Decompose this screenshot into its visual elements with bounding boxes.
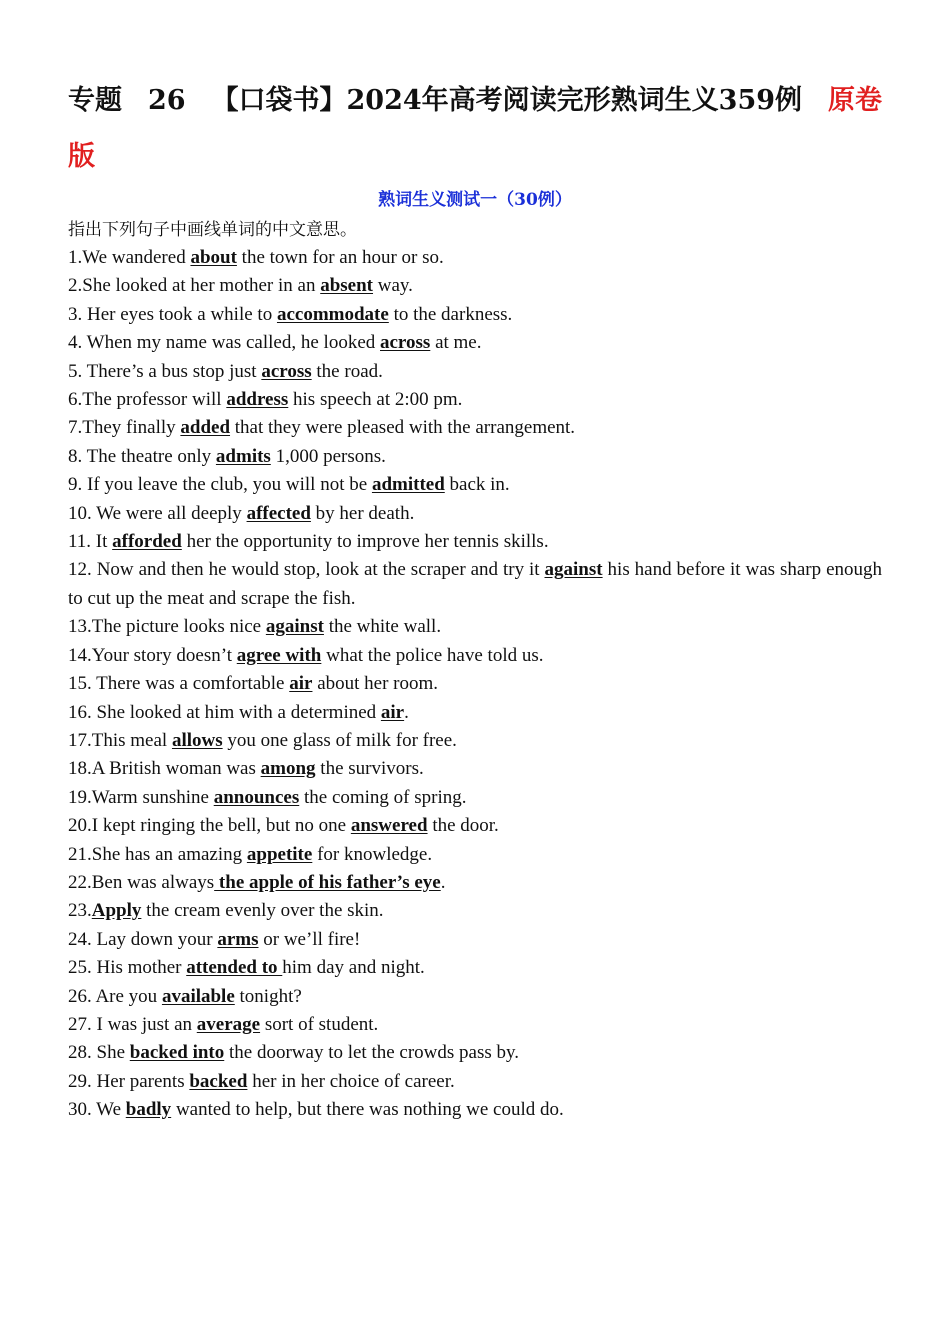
underlined-keyword: arms [217, 928, 259, 950]
underlined-keyword: added [180, 417, 231, 439]
underlined-keyword: available [161, 985, 235, 1007]
sentence-text-after: way. [373, 275, 413, 297]
underlined-keyword: air [380, 701, 405, 723]
underlined-keyword: about [190, 247, 237, 268]
sentence-text-after: sort of student. [260, 1013, 379, 1035]
sentence-text-before: 2.She looked at her mother in an [68, 275, 321, 297]
sentence-item [68, 443, 882, 471]
sentence-text-before: 9. If you leave the club, you will not be [68, 474, 372, 496]
sentence-text-after: her the opportunity to improve her tennis skills. [181, 531, 549, 553]
title-part-main: 【口袋书】2024年高考阅读完形熟词生义359例 [211, 85, 803, 116]
underlined-keyword: announces [213, 786, 300, 808]
sentence-item [68, 244, 882, 272]
sentence-item [68, 358, 882, 386]
instruction-text: 指出下列句子中画线单词的中文意思。 [68, 220, 357, 240]
sentence-text-before: 20.I kept ringing the bell, but no one [68, 815, 351, 837]
sentence-text-after: his speech at 2:00 pm. [288, 389, 463, 411]
sentence-item [68, 414, 882, 442]
sentence-text-before: 18.A British woman was [68, 758, 261, 780]
sentence-text-before: 27. I was just an [68, 1013, 197, 1035]
sentence-text-after: wanted to help, but there was nothing we could do. [171, 1099, 564, 1121]
underlined-keyword: across [261, 360, 312, 382]
underlined-keyword: address [226, 389, 289, 411]
sentence-text-before: 6.The professor will [68, 389, 227, 411]
underlined-keyword: among [260, 758, 316, 780]
sentence-text-after: the coming of spring. [299, 786, 467, 808]
sentence-text-after: the survivors. [315, 758, 424, 780]
sentence-text-after: back in. [444, 474, 510, 496]
sentence-text-before: 21.She has an amazing [68, 843, 247, 865]
sentence-text-before: 11. It [68, 531, 113, 553]
sentence-text-after: at me. [430, 332, 482, 354]
sentence-item [68, 642, 882, 670]
sentence-text-before: 26. Are you [68, 985, 162, 1007]
underlined-keyword: admits [215, 445, 271, 467]
sentence-text-after: the cream evenly over the skin. [141, 900, 384, 922]
sentence-text-after: the town for an hour or so. [236, 247, 444, 268]
sentence-text-before: 19.Warm sunshine [68, 786, 214, 808]
sentence-text-before: 29. Her parents [68, 1070, 190, 1092]
sentence-text-before: 13.The picture looks nice [68, 616, 266, 638]
sentence-item [68, 329, 882, 357]
underlined-keyword: across [380, 332, 431, 354]
sentence-item [68, 784, 882, 812]
sentence-item [68, 1068, 882, 1096]
underlined-keyword: attended to [186, 957, 283, 979]
underlined-keyword: accommodate [276, 303, 389, 325]
sentence-item [68, 301, 882, 329]
sentence-text-before: 15. There was a comfortable [68, 673, 290, 695]
sentence-item [68, 528, 882, 556]
underlined-keyword: Apply [91, 900, 142, 922]
sentence-text-before: 5. There’s a bus stop just [68, 360, 262, 382]
sentence-text-before: 12. Now and then he would stop, look at the scraper and try it [68, 559, 545, 581]
sentence-item [68, 500, 882, 528]
sentence-item [68, 699, 882, 727]
sentence-text-after: the road. [311, 360, 383, 382]
sentence-text-after: her in her choice of career. [247, 1070, 455, 1092]
sentence-text-after: . [440, 871, 446, 893]
sentence-text-before: 23. [68, 900, 92, 922]
sentence-text-after: what the police have told us. [321, 644, 544, 666]
sentence-text-before: 17.This meal [68, 729, 172, 751]
section-subtitle: 熟词生义测试一（30例） [378, 190, 572, 210]
sentence-text-before: 7.They finally [68, 417, 181, 439]
sentence-text-after: to the darkness. [388, 303, 513, 325]
sentence-item [68, 613, 882, 641]
sentence-text-after: you one glass of milk for free. [222, 729, 457, 751]
underlined-keyword: affected [246, 502, 311, 524]
underlined-keyword: allows [171, 729, 223, 751]
sentence-item [68, 1011, 882, 1039]
sentence-text-before: 28. She [68, 1042, 130, 1064]
underlined-keyword: backed into [129, 1042, 225, 1064]
sentence-text-after: him day and night. [282, 957, 425, 979]
sentence-item [68, 670, 882, 698]
sentence-text-before: 14.Your story doesn’t [68, 644, 237, 666]
sentence-text-before: 24. Lay down your [68, 928, 218, 950]
sentence-item [68, 954, 882, 982]
underlined-keyword: agree with [236, 644, 322, 666]
sentence-text-after: . [404, 701, 409, 723]
underlined-keyword: backed [189, 1070, 248, 1092]
underlined-keyword: appetite [246, 843, 313, 865]
underlined-keyword: answered [350, 815, 428, 837]
sentence-text-before: 1.We wandered [68, 247, 191, 268]
title-part-topic: 专题 [68, 85, 122, 116]
title-part-red: 原卷 [828, 85, 882, 116]
sentence-text-after: about her room. [312, 673, 439, 695]
sentence-text-after: tonight? [234, 985, 302, 1007]
underlined-keyword: absent [320, 275, 374, 297]
underlined-keyword: against [265, 616, 324, 638]
sentence-item [68, 869, 882, 897]
sentence-text-after: by her death. [310, 502, 415, 524]
sentence-text-after: that they were pleased with the arrangement. [230, 417, 576, 439]
sentence-item [68, 755, 882, 783]
sentence-item [68, 926, 882, 954]
document-page [68, 72, 882, 1125]
underlined-keyword: average [196, 1013, 261, 1035]
document-title [68, 72, 882, 185]
sentence-text-after: 1,000 persons. [270, 445, 386, 467]
sentence-text-before: 25. His mother [68, 957, 187, 979]
sentence-text-after: his hand before it was sharp enough to cut up the meat and scrape the fish. [68, 559, 882, 609]
sentence-text-before: 22.Ben was always [68, 871, 215, 893]
title-part-number: 26 [147, 85, 186, 116]
underlined-keyword: afforded [112, 531, 182, 553]
sentence-list [68, 244, 882, 1125]
underlined-keyword: against [544, 559, 603, 581]
sentence-item [68, 983, 882, 1011]
underlined-keyword: badly [125, 1099, 172, 1121]
sentence-item [68, 471, 882, 499]
sentence-text-after: for knowledge. [312, 843, 433, 865]
title-line-2: 版 [68, 141, 95, 172]
sentence-text-before: 16. She looked at him with a determined [68, 701, 381, 723]
sentence-item [68, 841, 882, 869]
underlined-keyword: the apple of his father’s eye [214, 871, 441, 893]
sentence-item [68, 1096, 882, 1124]
sentence-text-after: the white wall. [323, 616, 442, 638]
sentence-text-after: the doorway to let the crowds pass by. [224, 1042, 520, 1064]
sentence-text-after: or we’ll fire! [258, 928, 361, 950]
title-line-1 [68, 72, 882, 129]
sentence-item [68, 727, 882, 755]
underlined-keyword: air [289, 673, 313, 695]
sentence-text-before: 3. Her eyes took a while to [68, 303, 277, 325]
underlined-keyword: admitted [371, 474, 445, 496]
sentence-text-after: the door. [427, 815, 499, 837]
sentence-text-before: 8. The theatre only [68, 445, 216, 467]
sentence-text-before: 4. When my name was called, he looked [68, 332, 380, 354]
sentence-item [68, 272, 882, 300]
sentence-text-before: 30. We [68, 1099, 126, 1121]
sentence-item [68, 1039, 882, 1067]
sentence-item [68, 386, 882, 414]
sentence-text-before: 10. We were all deeply [68, 502, 247, 524]
sentence-item [68, 556, 882, 613]
sentence-item [68, 812, 882, 840]
sentence-item [68, 897, 882, 925]
